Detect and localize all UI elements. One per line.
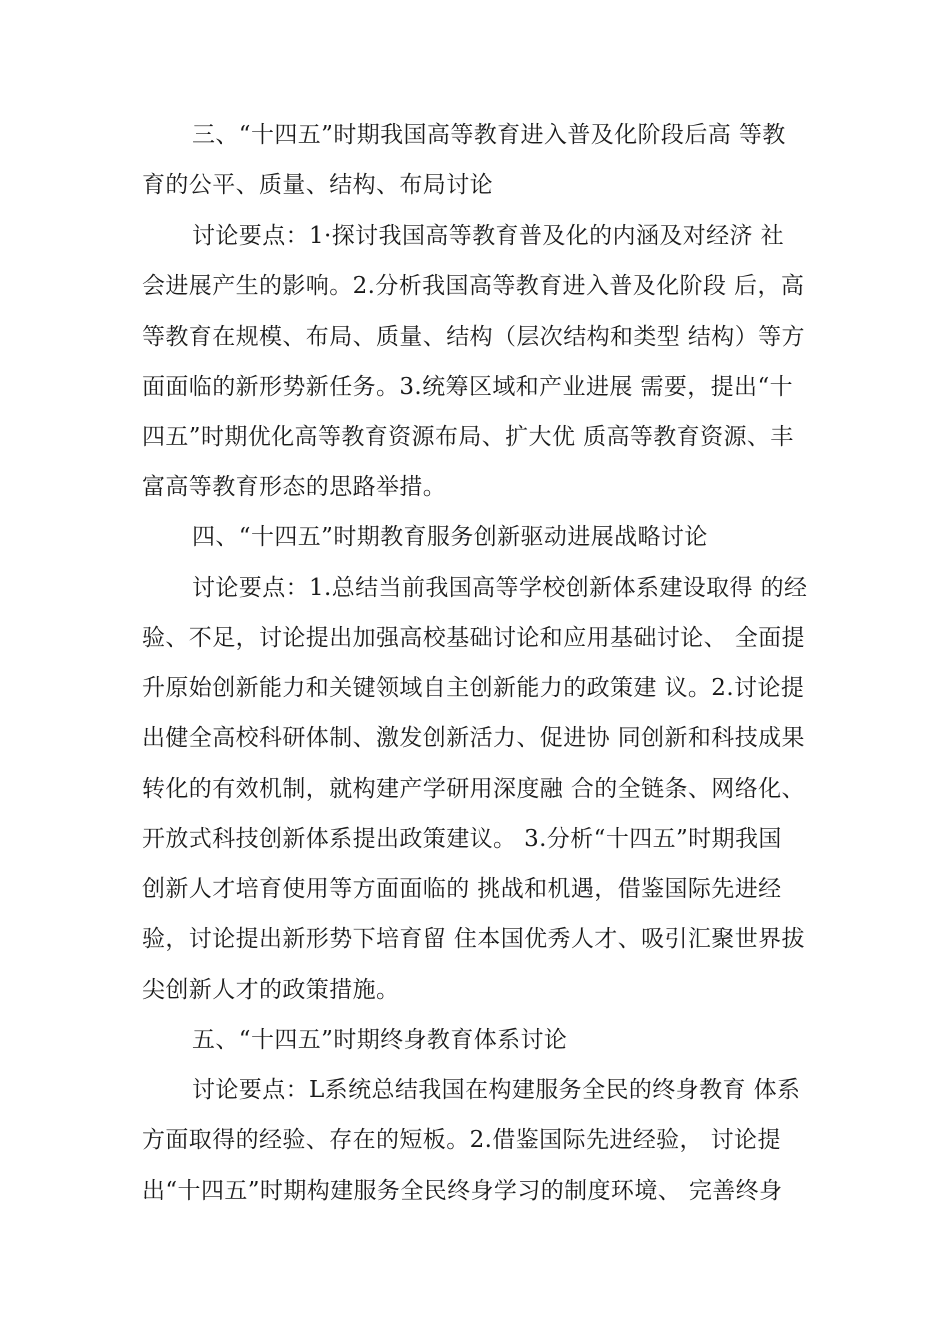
- section-heading-4: 四、“十四五”时期教育服务创新驱动进展战略讨论: [192, 524, 708, 550]
- body-text-line: 转化的有效机制，就构建产学研用深度融 合的全链条、网络化、: [142, 776, 805, 802]
- body-text-line: 创新人才培育使用等方面面临的 挑战和机遇，借鉴国际先进经: [142, 876, 782, 902]
- discussion-points-4: 讨论要点：1.总结当前我国高等学校创新体系建设取得 的经: [192, 575, 808, 601]
- body-text-line: 验，讨论提出新形势下培育留 住本国优秀人才、吸引汇聚世界拔: [142, 926, 805, 952]
- body-text-line: 会进展产生的影响。2.分析我国高等教育进入普及化阶段 后，高: [142, 273, 805, 299]
- body-text-line: 出“十四五”时期构建服务全民终身学习的制度环境、 完善终身: [142, 1178, 783, 1204]
- discussion-points-3: 讨论要点：1·探讨我国高等教育普及化的内涵及对经济 社: [192, 223, 785, 249]
- discussion-points-5: 讨论要点：L系统总结我国在构建服务全民的终身教育 体系: [192, 1077, 801, 1103]
- body-text-line: 开放式科技创新体系提出政策建议。 3.分析“十四五”时期我国: [142, 826, 782, 852]
- section-heading-3: 三、“十四五”时期我国高等教育进入普及化阶段后高 等教: [192, 122, 786, 148]
- section-heading-5: 五、“十四五”时期终身教育体系讨论: [192, 1027, 568, 1053]
- body-text-line: 尖创新人才的政策措施。: [142, 977, 400, 1003]
- body-text-line: 等教育在规模、布局、质量、结构（层次结构和类型 结构）等方: [142, 324, 805, 350]
- section-heading-3-continued: 育的公平、质量、结构、布局讨论: [142, 172, 493, 198]
- body-text-line: 面面临的新形势新任务。3.统筹区域和产业进展 需要，提出“十: [142, 374, 794, 400]
- body-text-line: 验、不足，讨论提出加强高校基础讨论和应用基础讨论、 全面提: [142, 625, 805, 651]
- body-text-line: 四五”时期优化高等教育资源布局、扩大优 质高等教育资源、丰: [142, 424, 794, 450]
- body-text-line: 升原始创新能力和关键领域自主创新能力的政策建 议。2.讨论提: [142, 675, 805, 701]
- body-text-line: 出健全高校科研体制、激发创新活力、促进协 同创新和科技成果: [142, 725, 805, 751]
- body-text-line: 富高等教育形态的思路举措。: [142, 474, 447, 500]
- body-text-line: 方面取得的经验、存在的短板。2.借鉴国际先进经验， 讨论提: [142, 1127, 781, 1153]
